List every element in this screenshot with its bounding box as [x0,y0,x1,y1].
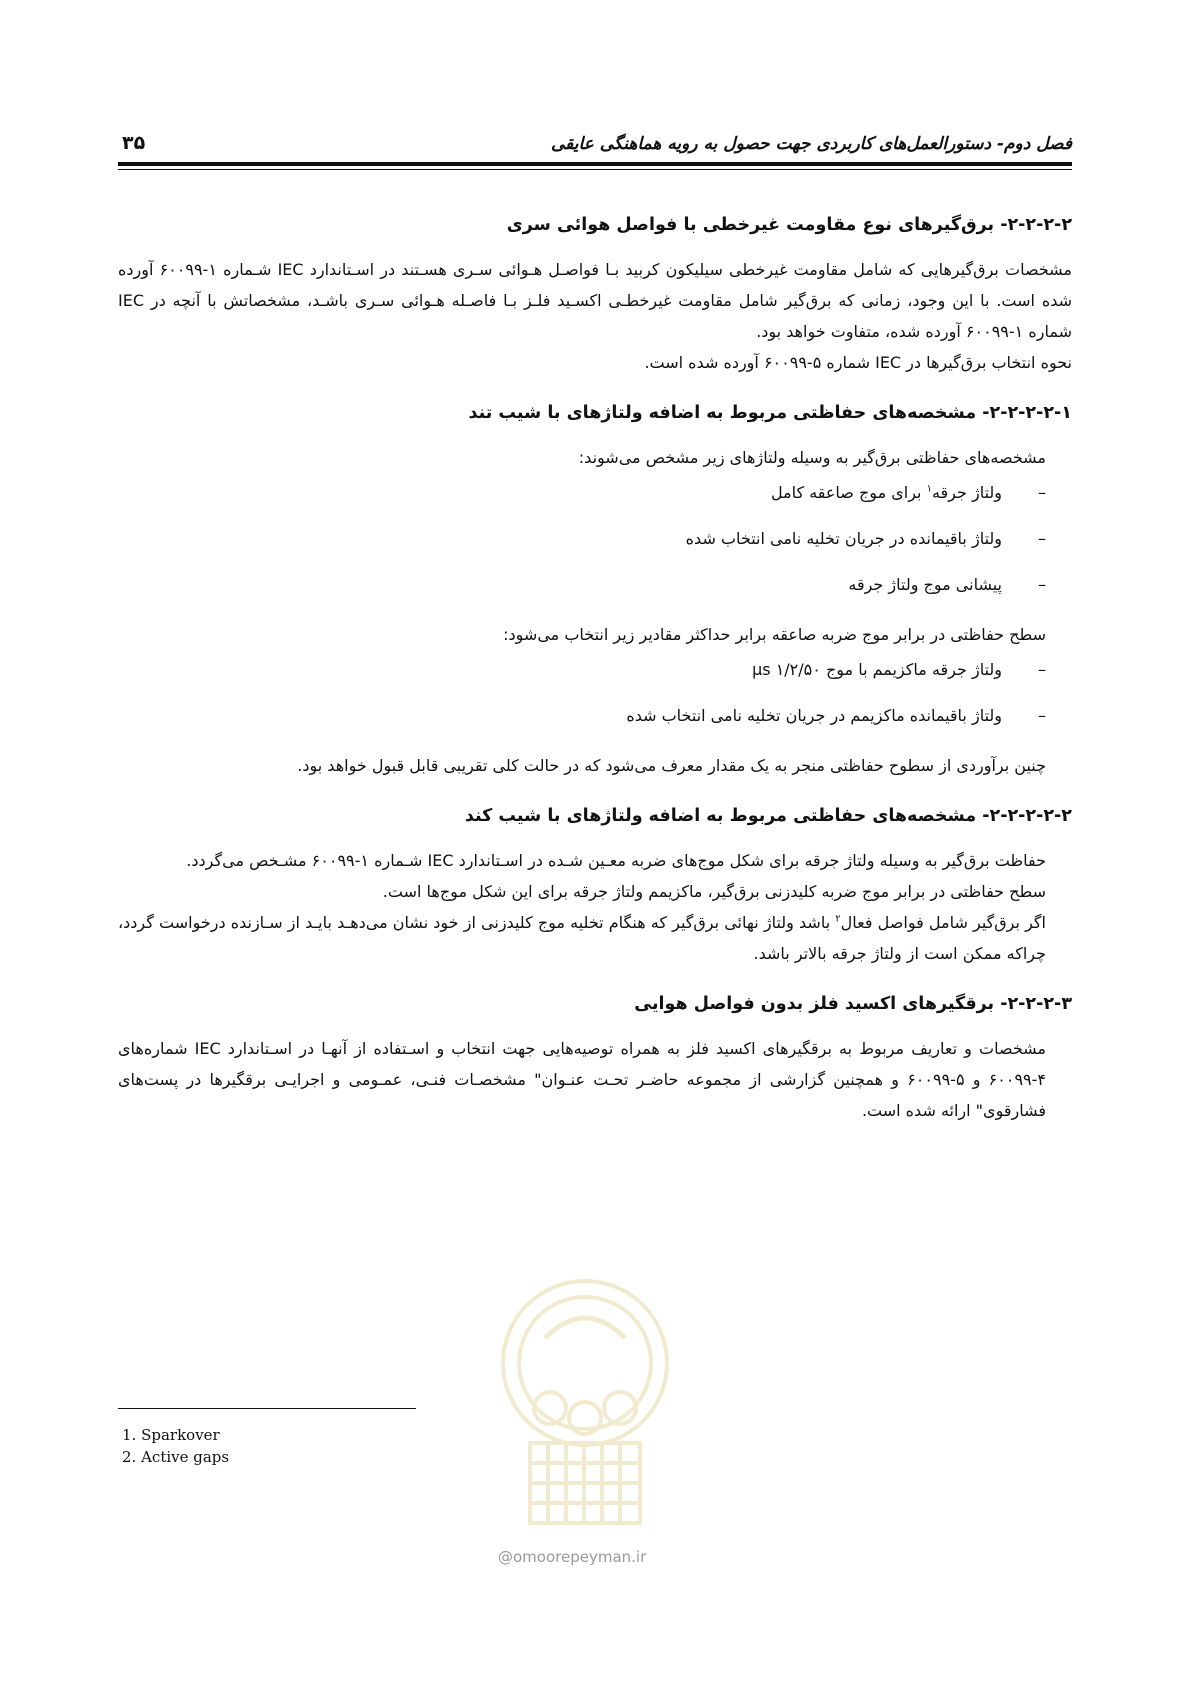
paragraph: سطح حفاظتی در برابر موج ضربه کلیدزنی برق‌گیر، ماکزیمم ولتاژ جرقه برای این شکل موج‌ها است. [382,882,1046,901]
paragraph: سطح حفاظتی در برابر موج ضربه صاعقه برابر حداکثر مقادیر زیر انتخاب می‌شود: [503,625,1046,644]
page-header [118,126,1072,162]
paragraph: حفاظت برق‌گیر به وسیله ولتاژ جرقه برای شکل موج‌های ضربه معـین شـده در اسـتاندارد IEC شـماره ۱-۶۰۰۹۹ مشـخص می‌گردد. [186,851,1046,870]
watermark-text: @omoorepeyman.ir [498,1548,647,1566]
footnote-separator [118,1408,416,1409]
list-item: – ولتاژ باقیمانده ماکزیمم در جریان تخلیه نامی انتخاب شده [118,704,1046,728]
paragraph: چنین برآوردی از سطوح حفاظتی منجر به یک مقدار معرف می‌شود که در حالت کلی تقریبی قابل قبول خواهد بود. [297,756,1046,775]
document-body [118,212,1072,1126]
list-item: – ولتاژ باقیمانده در جریان تخلیه نامی انتخاب شده [118,527,1046,551]
bullet-list [118,481,1072,597]
page-number: ۳۵ [122,132,146,154]
list-item [118,481,1046,505]
header-rule-thick [118,162,1072,166]
section-heading: ۲-۲-۲-۲- برق‌گیرهای نوع مقاومت غیرخطی با فواصل هوائی سری [506,215,1072,235]
paragraph-text: باشد ولتاژ نهائی برق‌گیر که هنگام تخلیه موج کلیدزنی از خود نشان می‌دهـد بایـد از سـازنده درخواست گردد، چراکه ممکن است از ولتاژ جرقه بالاتر باشد. [118,913,1046,963]
section-heading: ۲-۲-۲-۲-۲- مشخصه‌های حفاظتی مربوط به اضافه ولتاژهای با شیب کند [464,806,1072,826]
footnotes [122,1424,229,1468]
list-item-text: ولتاژ جرقه [931,483,1002,502]
list-item: – ولتاژ جرقه ماکزیمم با موج µs ۱/۲/۵۰ [118,658,1046,682]
paragraph [118,907,1072,969]
footnote-ref: ۱ [926,483,932,495]
header-rule-thin [118,169,1072,170]
footnote-item: 2. Active gaps [122,1448,230,1466]
paragraph: مشخصه‌های حفاظتی برق‌گیر به وسیله ولتاژهای زیر مشخص می‌شوند: [578,448,1046,467]
section-heading: ۲-۲-۲-۲-۱- مشخصه‌های حفاظتی مربوط به اضافه ولتاژهای با شیب تند [468,403,1072,423]
running-title: فصل دوم- دستورالعمل‌های کاربردی جهت حصول به رویه هماهنگی عایقی [550,134,1072,154]
paragraph: مشخصات برق‌گیرهایی که شامل مقاومت غیرخطی سیلیکون کربید بـا فواصـل هـوائی سـری هسـتند در اسـتاندارد IEC شـماره ۱-۶۰۰۹۹ آورده شده است. با این وجود، زمانی که برق‌گیر شامل مقاومت غیرخطـی اکسـید فلـز بـا فاصـله هـوائی سـری باشـد، مشخصاتش با آنچه در IEC شماره ۱-۶۰۰۹۹ آورده شده، متفاوت خواهد بود. [118,260,1073,341]
paragraph-text: اگر برق‌گیر شامل فواصل فعال [840,913,1046,932]
paragraph: نحوه انتخاب برق‌گیرها در IEC شماره ۵-۶۰۰۹۹ آورده شده است. [644,353,1072,372]
paragraph: مشخصات و تعاریف مربوط به برقگیرهای اکسید فلز به همراه توصیه‌هایی جهت انتخاب و اسـتفاده از آنهـا در اسـتاندارد IEC شماره‌های ۴-۶۰۰۹۹ و ۵-۶۰۰۹۹ و همچنین گزارشی از مجموعه حاضـر تحـت عنـوان" مشخصـات فنـی، عمـومی و اجرایـی برقگیرها در پست‌های فشارقوی" ارائه شده است. [118,1039,1046,1120]
list-item-text: برای موج صاعقه کامل [770,483,927,502]
footnote-ref: ۲ [835,913,841,925]
footnote-item: 1. Sparkover [122,1426,220,1444]
bullet-list [118,658,1072,728]
section-heading: ۲-۲-۲-۳- برقگیرهای اکسید فلز بدون فواصل هوایی [634,994,1072,1014]
watermark-seal-icon [490,1268,680,1538]
list-item: – پیشانی موج ولتاژ جرقه [118,573,1046,597]
